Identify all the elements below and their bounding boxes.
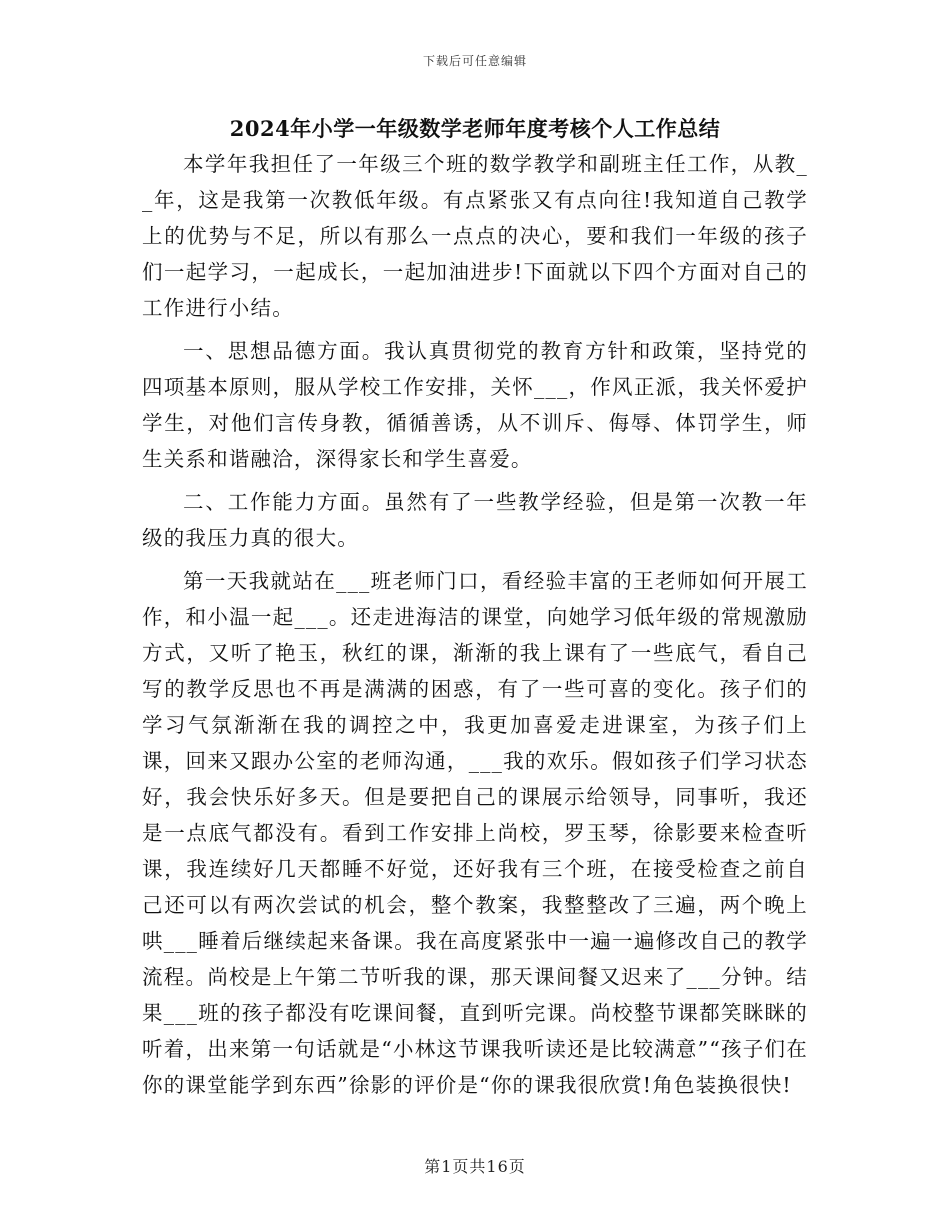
paragraph-moral: 一、思想品德方面。我认真贯彻党的教育方针和政策，坚持党的四项基本原则，服从学校工作安排，关怀___，作风正派，我关怀爱护学生，对他们言传身教，循循善诱，从不训斥、侮辱、体罚学生，师生关系和谐融洽，深得家长和学生喜爱。 [142,339,808,471]
document-body [142,146,808,1110]
page-number: 第1页共16页 [424,1157,526,1176]
paragraph-first-day: 第一天我就站在___班老师门口，看经验丰富的王老师如何开展工作，和小温一起___。还走进海洁的课堂，向她学习低年级的常规激励方式，又听了艳玉，秋红的课，渐渐的我上课有了一些底气，看自己写的教学反思也不再是满满的困惑，有了一些可喜的变化。孩子们的学习气氛渐渐在我的调控之中，我更加喜爱走进课室，为孩子们上课，回来又跟办公室的老师沟通，___我的欢乐。假如孩子们学习状态好，我会快乐好多天。但是要把自己的课展示给领导，同事听，我还是一点底气都没有。看到工作安排上尚校，罗玉琴，徐影要来检查听课，我连续好几天都睡不好觉，还好我有三个班，在接受检查之前自己还可以有两次尝试的机会，整个教案，我整整改了三遍，两个晚上哄___睡着后继续起来备课。我在高度紧张中一遍一遍修改自己的教学流程。尚校是上午第二节听我的课，那天课间餐又迟来了___分钟。结果___班的孩子都没有吃课间餐，直到听完课。尚校整节课都笑眯眯的听着，出来第一句话就是“小林这节课我听读还是比较满意”“孩子们在你的课堂能学到东西”徐影的评价是“你的课我很欣赏!角色装换很快! [142,569,808,1097]
paragraph-ability: 二、工作能力方面。虽然有了一些教学经验，但是第一次教一年级的我压力真的很大。 [142,490,808,550]
header-note: 下载后可任意编辑 [422,54,527,68]
paragraph-intro: 本学年我担任了一年级三个班的数学教学和副班主任工作，从教__年，这是我第一次教低年级。有点紧张又有点向往!我知道自己教学上的优势与不足，所以有那么一点点的决心，要和我们一年级的孩子们一起学习，一起成长，一起加油进步!下面就以下四个方面对自己的工作进行小结。 [142,152,808,320]
document-title: 2024年小学一年级数学老师年度考核个人工作总结 [229,116,721,141]
